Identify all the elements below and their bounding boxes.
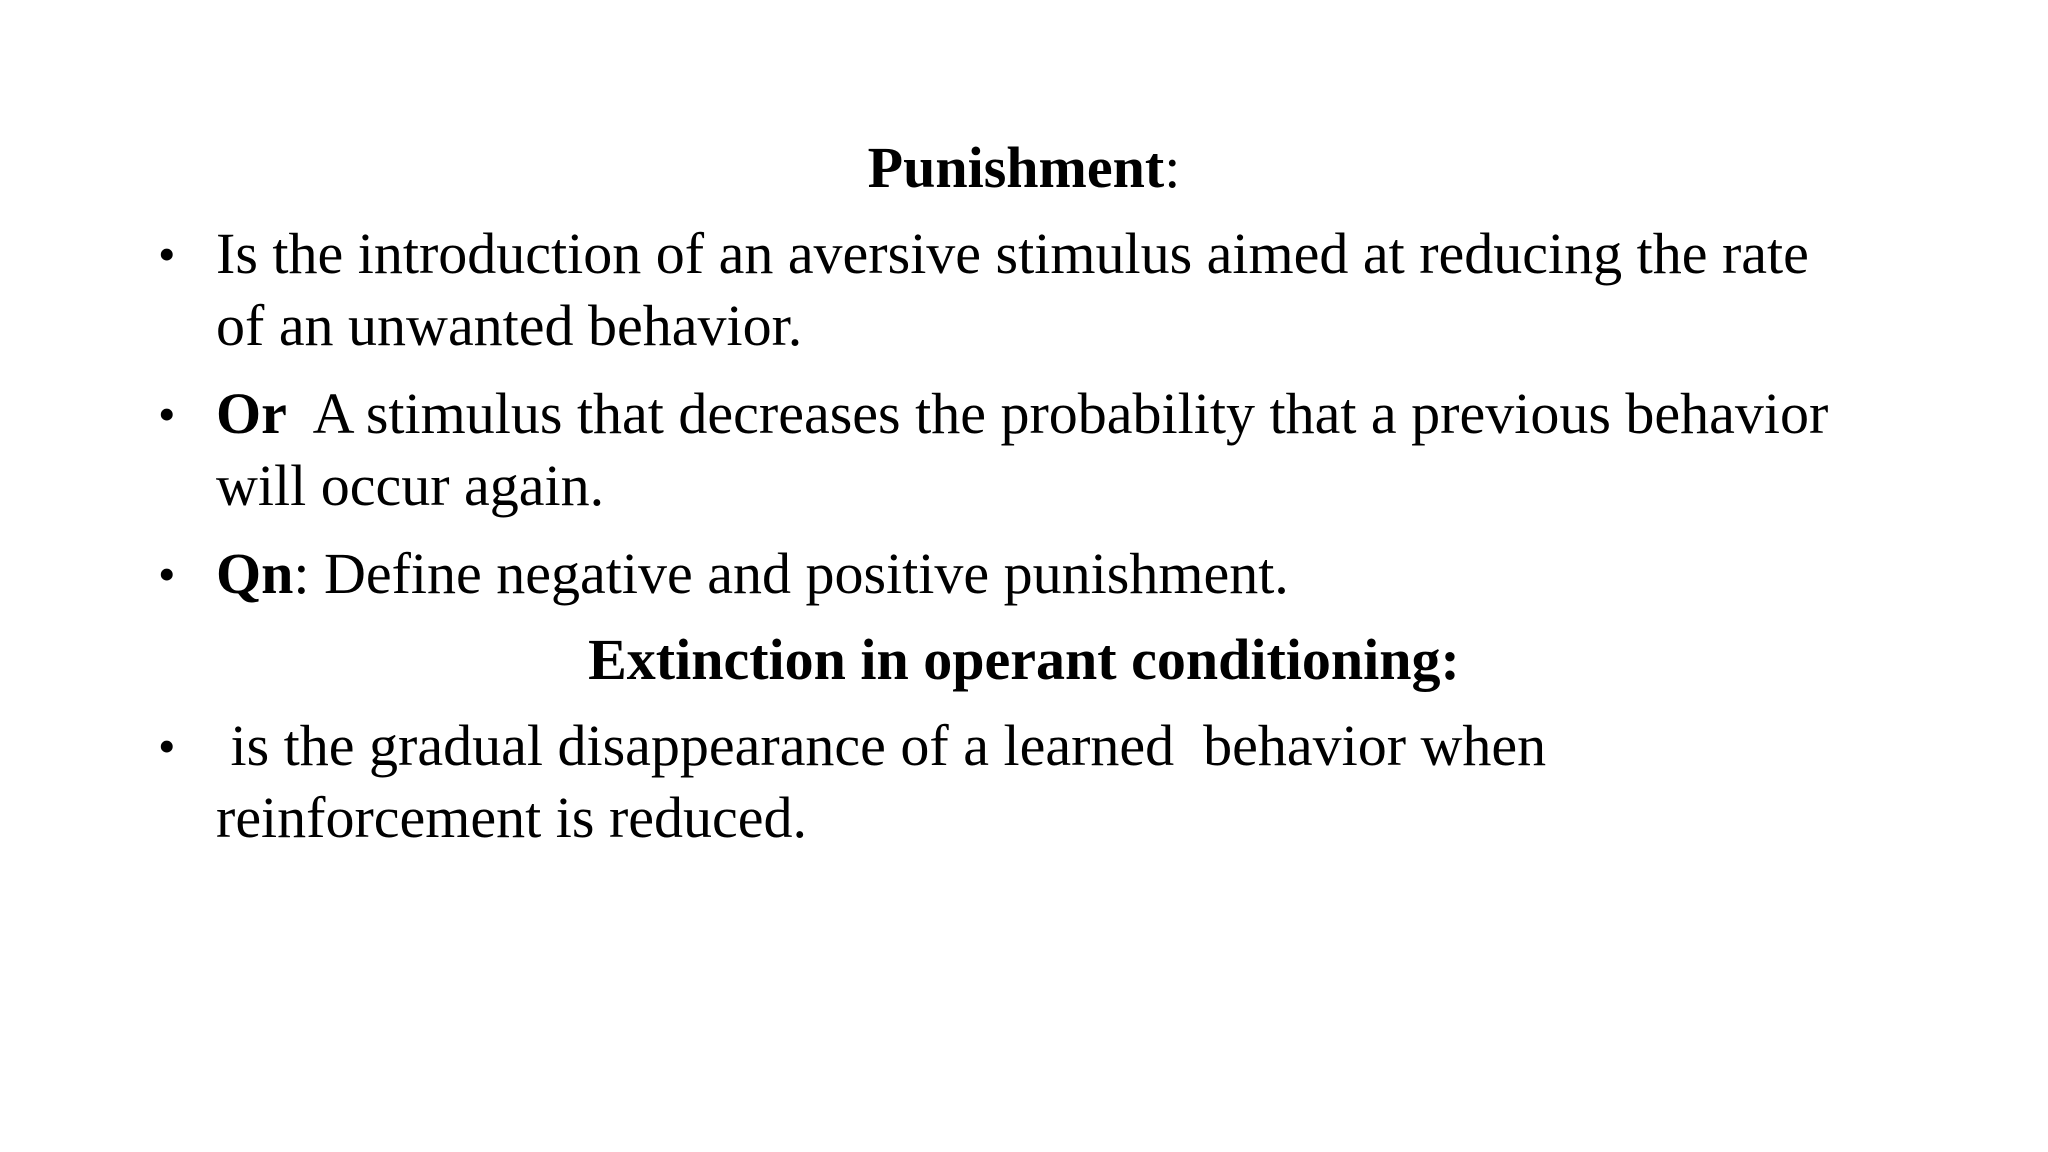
bullet-icon: • bbox=[158, 386, 176, 442]
bullet-icon: • bbox=[158, 546, 176, 602]
bullet-line: reinforcement is reduced. bbox=[216, 785, 807, 850]
bullet-text bbox=[216, 218, 1956, 362]
bullet-icon: • bbox=[158, 718, 176, 774]
bullet-text bbox=[216, 710, 1956, 854]
bullet-icon: • bbox=[158, 226, 176, 282]
punishment-title: Punishment bbox=[867, 135, 1165, 200]
punishment-title-colon: : bbox=[1164, 135, 1181, 200]
bullet-lead-or: Or bbox=[216, 381, 287, 446]
bullet-line: A stimulus that decreases the probability that a previous behavior bbox=[286, 381, 1829, 446]
bullet-line: is the gradual disappearance of a learned behavior when bbox=[216, 713, 1547, 778]
bullet-text bbox=[216, 538, 1956, 610]
bullet-text bbox=[216, 378, 1956, 522]
extinction-title: Extinction in operant conditioning: bbox=[588, 627, 1460, 692]
punishment-heading bbox=[0, 132, 2048, 204]
bullet-line: : Define negative and positive punishment. bbox=[293, 541, 1289, 606]
extinction-heading bbox=[0, 624, 2048, 696]
bullet-line: of an unwanted behavior. bbox=[216, 293, 803, 358]
bullet-line: will occur again. bbox=[216, 453, 605, 518]
bullet-lead-qn: Qn bbox=[216, 541, 294, 606]
bullet-line: Is the introduction of an aversive stimulus aimed at reducing the rate bbox=[216, 221, 1809, 286]
